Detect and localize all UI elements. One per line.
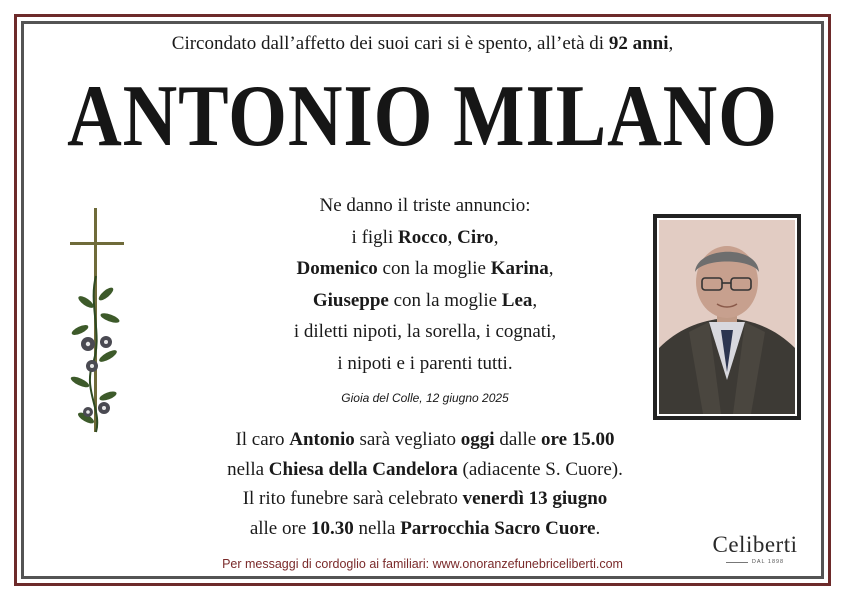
announcement-block (210, 190, 640, 379)
deceased-name: ANTONIO MILANO (67, 68, 778, 165)
announcement-line: i diletti nipoti, la sorella, i cognati, (293, 321, 557, 342)
portrait-photo (653, 214, 801, 420)
condolence-footer: Per messaggi di cordoglio ai familiari: www.onoranzefunebriceliberti.com (222, 557, 623, 571)
announcement-line: Domenico con la moglie Karina, (296, 258, 554, 279)
funeral-info-block (130, 425, 720, 543)
announcement-line: Ne danno il triste annuncio: (319, 195, 531, 216)
funeral-info-line: alle ore 10.30 nella Parrocchia Sacro Cuore. (249, 517, 601, 539)
logo-name: Celiberti (712, 532, 798, 557)
logo-tagline: DAL 1898 (700, 559, 810, 565)
announcement-line: i nipoti e i parenti tutti. (337, 352, 513, 374)
intro-line: Circondato dall’affetto dei suoi cari si è spento, all’età di 92 anni, (171, 33, 674, 54)
announcement-line: i figli Rocco, Ciro, (351, 226, 499, 248)
celiberti-logo (700, 532, 810, 565)
funeral-info-line: nella Chiesa della Candelora (adiacente S. Cuore). (227, 458, 623, 480)
announcement-line: Giuseppe con la moglie Lea, (312, 289, 538, 311)
age: 92 anni (608, 33, 669, 54)
place-date: Gioia del Colle, 12 giugno 2025 (341, 391, 509, 405)
funeral-info-line: Il rito funebre sarà celebrato venerdì 13 giugno (242, 488, 608, 509)
funeral-info-line: Il caro Antonio sarà vegliato oggi dalle ore 15.00 (235, 429, 615, 450)
cross-with-flowers-icon (66, 206, 126, 441)
